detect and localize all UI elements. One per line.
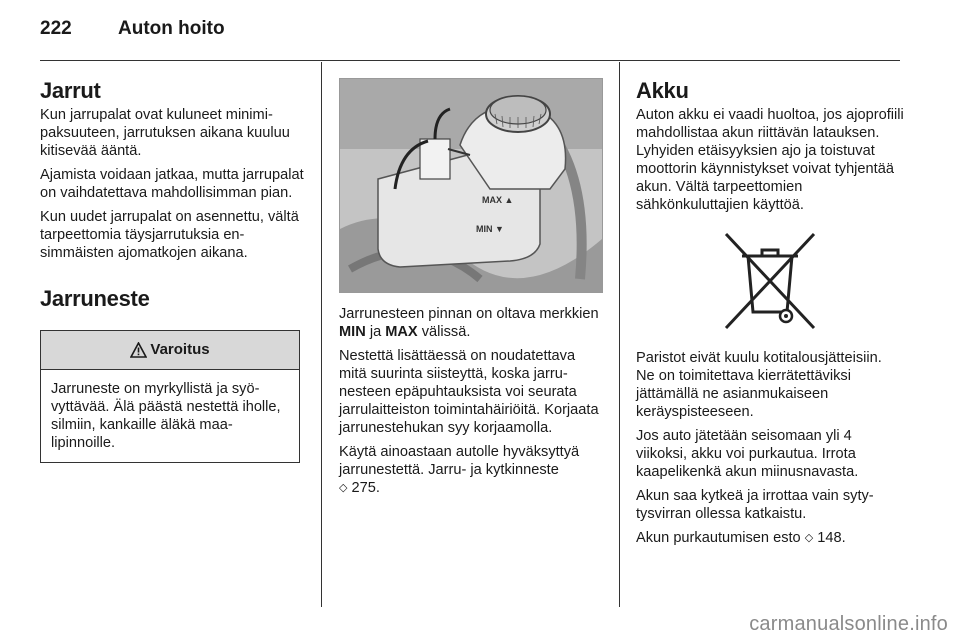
page-reference-icon: ◇ bbox=[339, 482, 348, 494]
min-label: MIN bbox=[339, 324, 366, 340]
max-label: MAX bbox=[385, 324, 418, 340]
text-span: Käytä ainoastaan autolle hyväksyttyä jarrunestettä. Jarru- ja kytkinneste bbox=[339, 444, 580, 478]
min-mark-label: MIN ▼ bbox=[476, 224, 504, 234]
page-title: Auton hoito bbox=[118, 18, 225, 39]
section-heading-battery: Akku bbox=[636, 78, 689, 103]
column-divider bbox=[619, 62, 620, 607]
paragraph bbox=[339, 443, 605, 497]
paragraph: Auton akku ei vaadi huoltoa, jos ajoprofiili mahdollistaa akun riittävän latauksen. Lyhyiden etäisyyksien ajo ja toistuvat moottorin käynnistykset voivat tyhjentää akun. Vältä tarpeettomien sähkönkuluttajien käyttöä. bbox=[636, 107, 904, 213]
column-battery bbox=[636, 78, 904, 553]
section-heading-brake-fluid: Jarruneste bbox=[40, 286, 150, 311]
column-divider bbox=[321, 62, 322, 607]
warning-triangle-icon bbox=[130, 342, 147, 358]
watermark: carmanualsonline.info bbox=[749, 613, 948, 635]
section-heading-brakes: Jarrut bbox=[40, 78, 101, 103]
page-reference[interactable]: 148. bbox=[817, 530, 846, 546]
paragraph bbox=[636, 529, 904, 547]
paragraph: Paristot eivät kuulu kotitalousjätteisiin. Ne on toimitettava kierrätettäviksi jättämällä ne asianmukaiseen keräyspisteeseen. bbox=[636, 350, 882, 420]
warning-title: Varoitus bbox=[150, 341, 210, 358]
paragraph: Jos auto jätetään seisomaan yli 4 viikoksi, akku voi purkautua. Irrota kaapelikenkä akun miinusnavasta. bbox=[636, 428, 859, 480]
page-header bbox=[40, 18, 225, 40]
warning-box bbox=[40, 330, 300, 463]
page-reference-icon: ◇ bbox=[804, 532, 814, 544]
page-reference[interactable]: 275. bbox=[351, 480, 380, 496]
max-mark-label: MAX ▲ bbox=[482, 195, 514, 205]
text-span: Jarrunesteen pinnan on oltava merkkien bbox=[339, 306, 599, 322]
paragraph: Ajamista voidaan jatkaa, mutta jarrupalat on vaihdatettava mahdollisimman pian. bbox=[40, 167, 304, 201]
warning-text: Jarruneste on myrkyllistä ja syövyttävää. Älä päästä nestettä iholle, silmiin, kankaille äläkä maalipinnoille. bbox=[51, 381, 281, 451]
text-span: ja bbox=[365, 324, 386, 340]
page-number: 222 bbox=[40, 18, 72, 39]
header-rule bbox=[40, 60, 900, 61]
paragraph: Nestettä lisättäessä on noudatettava mitä suurinta siisteyttä, koska jarrunesteen epäpuhtauksista voi seurata jarrulaitteiston toimintahäiriöitä. Korjaata jarrunestehukan syy korjaamolla. bbox=[339, 348, 599, 436]
text-span: välissä. bbox=[417, 324, 471, 340]
paragraph: Akun saa kytkeä ja irrottaa vain sytytysvirran ollessa katkaistu. bbox=[636, 488, 874, 522]
warning-header bbox=[41, 331, 299, 370]
crossed-out-bin-icon bbox=[720, 228, 820, 333]
column-brake-fluid bbox=[339, 78, 605, 503]
paragraph: Kun uudet jarrupalat on asennettu, vältä tarpeettomia täysjarrutuksia ensimmäisten ajomatkojen aikana. bbox=[40, 209, 299, 261]
brake-fluid-reservoir-photo bbox=[339, 78, 603, 293]
text-span: Akun purkautumisen esto bbox=[636, 530, 801, 546]
column-brakes bbox=[40, 78, 306, 463]
paragraph: Kun jarrupalat ovat kuluneet minimipaksuuteen, jarrutuksen aikana kuuluu kitisevää ääntä. bbox=[40, 107, 290, 159]
paragraph bbox=[339, 305, 605, 341]
